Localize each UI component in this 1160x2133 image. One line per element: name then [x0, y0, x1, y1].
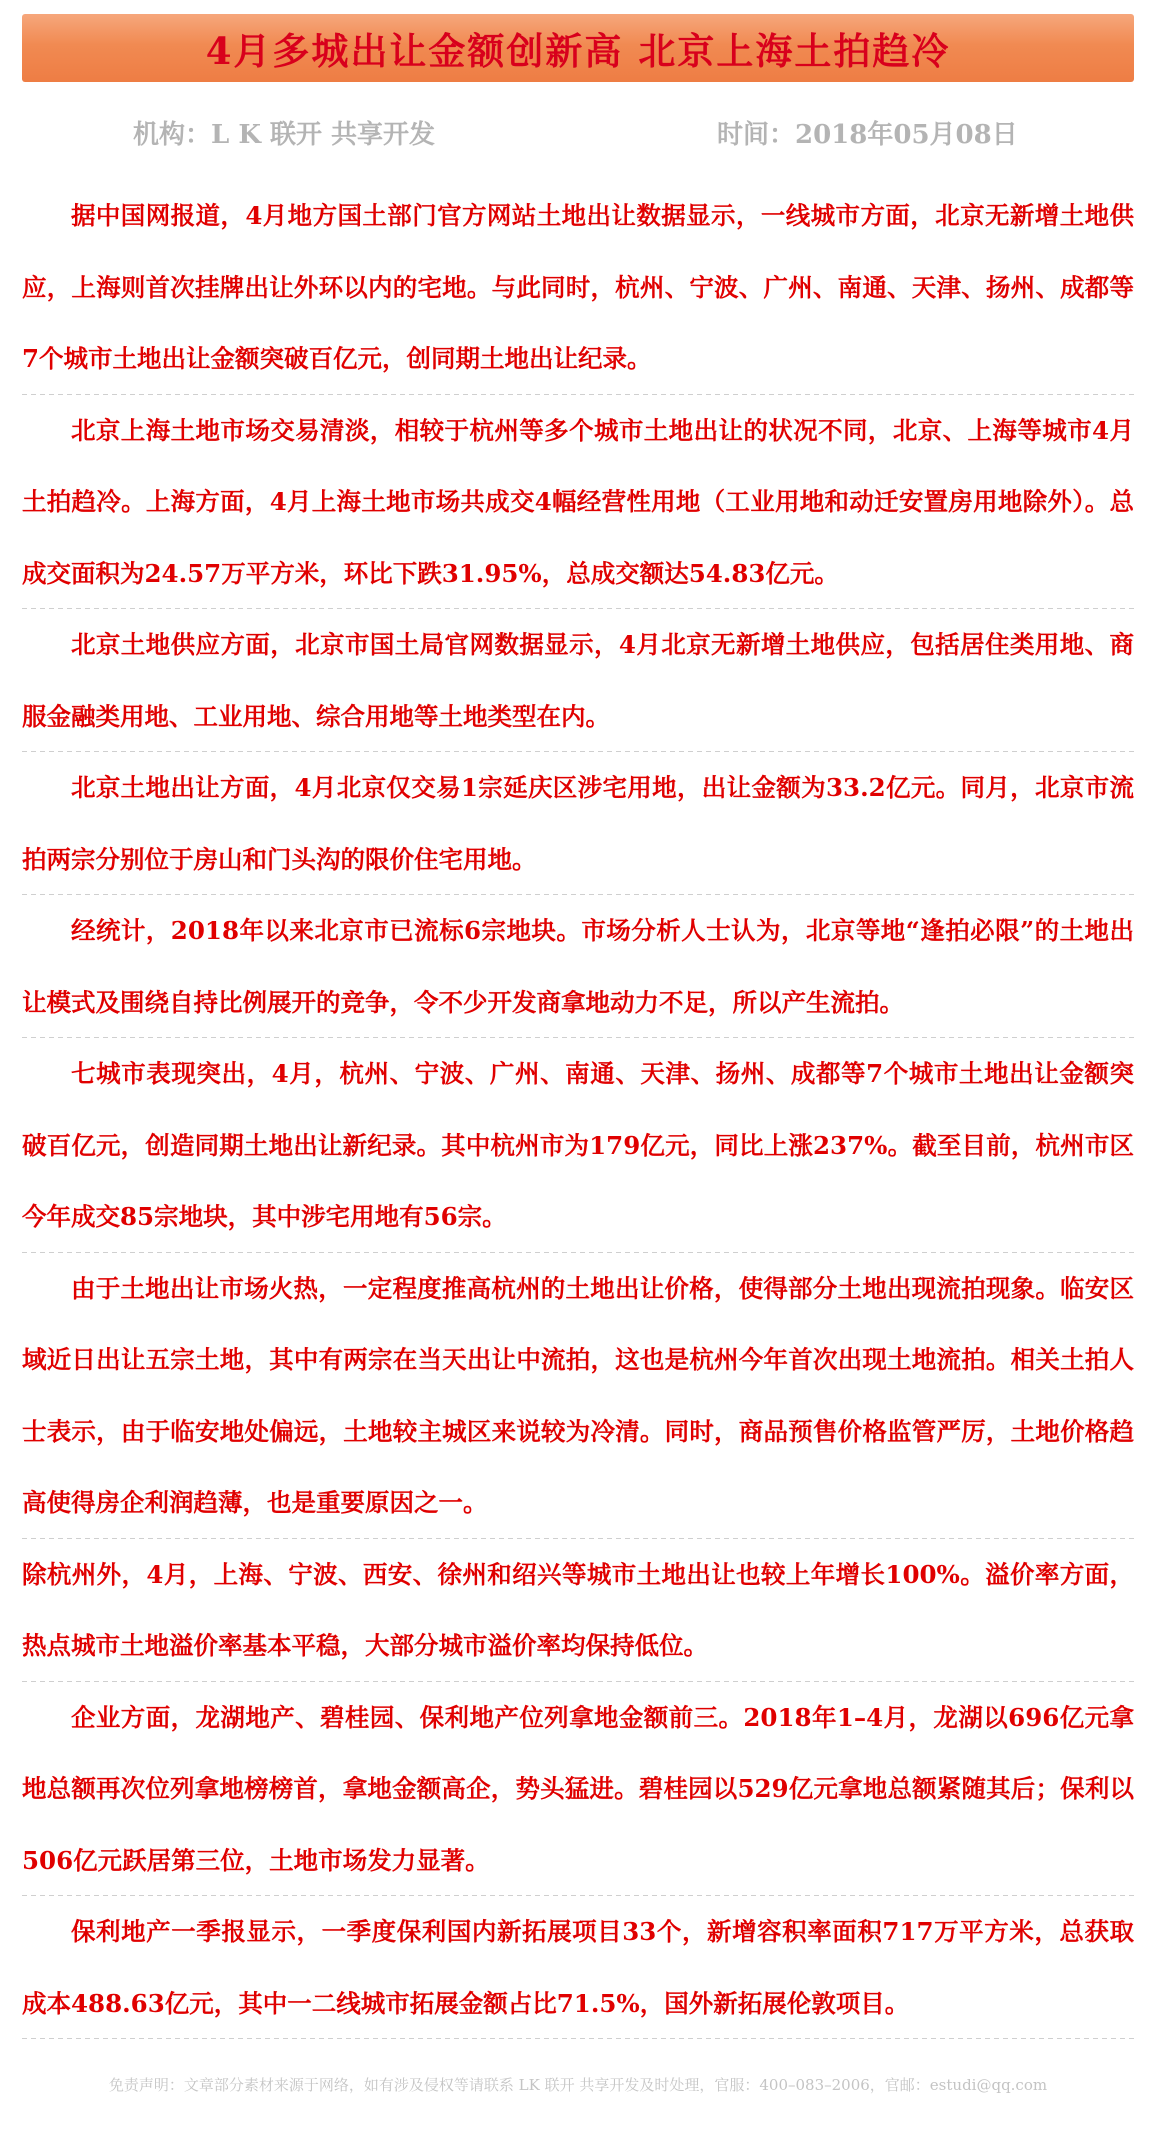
disclaimer-footer: 免责声明：文章部分素材来源于网络，如有涉及侵权等请联系 LK 联开 共享开发及时处理，官服：400–083–2006，官邮：estudi@qq.com [108, 2076, 1048, 2094]
organization-label: 机构：L K 联开 共享开发 [133, 120, 436, 150]
article-body [22, 180, 1134, 2039]
paragraph-7: 由于土地出让市场火热，一定程度推高杭州的土地出让价格，使得部分土地出现流拍现象。临安区域近日出让五宗土地，其中有两宗在当天出让中流拍，这也是杭州今年首次出现土地流拍。相关土拍人士表示，由于临安地处偏远，土地较主城区来说较为冷清。同时，商品预售价格监管严厉，土地价格趋高使得房企利润趋薄，也是重要原因之一。 [22, 1253, 1134, 1539]
paragraph-4: 北京土地出让方面，4月北京仅交易1宗延庆区涉宅用地，出让金额为33.2亿元。同月，北京市流拍两宗分别位于房山和门头沟的限价住宅用地。 [22, 752, 1134, 895]
page-title: 4月多城出让金额创新高 北京上海土拍趋冷 [205, 29, 951, 73]
title-banner [22, 14, 1134, 82]
paragraph-6: 七城市表现突出，4月，杭州、宁波、广州、南通、天津、扬州、成都等7个城市土地出让金额突破百亿元，创造同期土地出让新纪录。其中杭州市为179亿元，同比上涨237%。截至目前，杭州市区今年成交85宗地块，其中涉宅用地有56宗。 [22, 1038, 1134, 1253]
paragraph-1: 据中国网报道，4月地方国土部门官方网站土地出让数据显示，一线城市方面，北京无新增土地供应，上海则首次挂牌出让外环以内的宅地。与此同时，杭州、宁波、广州、南通、天津、扬州、成都等7个城市土地出让金额突破百亿元，创同期土地出让纪录。 [22, 180, 1134, 395]
paragraph-9: 企业方面，龙湖地产、碧桂园、保利地产位列拿地金额前三。2018年1–4月，龙湖以696亿元拿地总额再次位列拿地榜榜首，拿地金额高企，势头猛进。碧桂园以529亿元拿地总额紧随其后；保利以506亿元跃居第三位，土地市场发力显著。 [22, 1682, 1134, 1897]
paragraph-8: 除杭州外，4月，上海、宁波、西安、徐州和绍兴等城市土地出让也较上年增长100%。溢价率方面，热点城市土地溢价率基本平稳，大部分城市溢价率均保持低位。 [22, 1539, 1134, 1682]
paragraph-2: 北京上海土地市场交易清淡，相较于杭州等多个城市土地出让的状况不同，北京、上海等城市4月土拍趋冷。上海方面，4月上海土地市场共成交4幅经营性用地（工业用地和动迁安置房用地除外）。总成交面积为24.57万平方米，环比下跌31.95%，总成交额达54.83亿元。 [22, 395, 1134, 610]
paragraph-10: 保利地产一季报显示，一季度保利国内新拓展项目33个，新增容积率面积717万平方米，总获取成本488.63亿元，其中一二线城市拓展金额占比71.5%，国外新拓展伦敦项目。 [22, 1896, 1134, 2039]
paragraph-3: 北京土地供应方面，北京市国土局官网数据显示，4月北京无新增土地供应，包括居住类用地、商服金融类用地、工业用地、综合用地等土地类型在内。 [22, 609, 1134, 752]
paragraph-5: 经统计，2018年以来北京市已流标6宗地块。市场分析人士认为，北京等地“逢拍必限”的土地出让模式及围绕自持比例展开的竞争，令不少开发商拿地动力不足，所以产生流拍。 [22, 895, 1134, 1038]
publish-time: 时间：2018年05月08日 [717, 120, 1018, 150]
